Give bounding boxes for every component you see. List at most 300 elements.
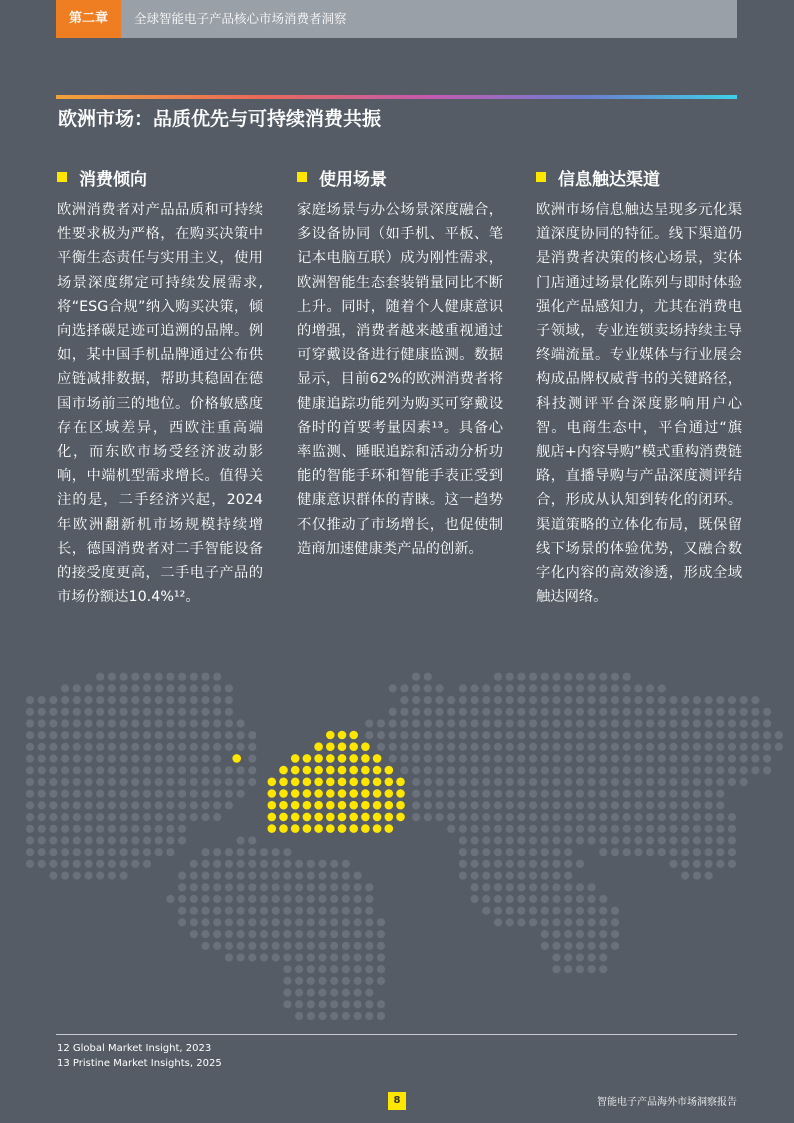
map-dot [740, 743, 748, 751]
map-dot [681, 778, 689, 786]
map-dot [307, 872, 315, 880]
map-dot [564, 930, 572, 938]
map-dot [155, 731, 163, 739]
map-dot [155, 825, 163, 833]
map-dot [494, 790, 502, 798]
map-dot [506, 801, 514, 809]
map-dot [447, 778, 455, 786]
map-dot [412, 813, 420, 821]
map-dot [342, 965, 350, 973]
map-dot [459, 825, 467, 833]
map-dot [482, 696, 490, 704]
map-dot [599, 836, 607, 844]
map-dot [693, 755, 701, 763]
map-dot-highlight [373, 813, 382, 822]
map-dot [623, 743, 631, 751]
map-dot-highlight [232, 754, 241, 763]
map-dot [295, 860, 303, 868]
map-dot-highlight [326, 824, 335, 833]
map-dot [529, 755, 537, 763]
map-dot [541, 825, 549, 833]
map-dot [728, 719, 736, 727]
map-dot [73, 825, 81, 833]
map-dot [541, 836, 549, 844]
map-dot [576, 708, 584, 716]
map-dot [576, 813, 584, 821]
map-dot [201, 883, 209, 891]
map-dot [576, 684, 584, 692]
map-dot [61, 872, 69, 880]
map-dot [564, 825, 572, 833]
map-dot [728, 708, 736, 716]
footnote-divider [56, 1034, 737, 1035]
map-dot [190, 684, 198, 692]
map-dot [716, 743, 724, 751]
map-dot [681, 696, 689, 704]
map-dot [190, 860, 198, 868]
map-dot [49, 790, 57, 798]
map-dot [377, 743, 385, 751]
map-dot [623, 766, 631, 774]
map-dot [283, 965, 291, 973]
map-dot [38, 860, 46, 868]
map-dot [96, 673, 104, 681]
map-dot [365, 1012, 373, 1020]
map-dot [389, 755, 397, 763]
map-dot [260, 883, 268, 891]
map-dot [424, 731, 432, 739]
map-dot [693, 708, 701, 716]
map-dot [482, 895, 490, 903]
map-dot-highlight [396, 789, 405, 798]
map-dot [178, 731, 186, 739]
map-dot-highlight [396, 813, 405, 822]
map-dot [237, 766, 245, 774]
map-dot [295, 930, 303, 938]
map-dot-highlight [279, 789, 288, 798]
map-dot [108, 684, 116, 692]
map-dot [307, 953, 315, 961]
map-dot [272, 918, 280, 926]
map-dot [365, 918, 373, 926]
map-dot [669, 813, 677, 821]
map-dot [412, 673, 420, 681]
map-dot-highlight [385, 801, 394, 810]
map-dot [775, 743, 783, 751]
map-dot [588, 895, 596, 903]
map-dot [84, 836, 92, 844]
map-dot [295, 965, 303, 973]
map-dot [354, 883, 362, 891]
map-dot [166, 673, 174, 681]
map-dot [389, 684, 397, 692]
map-dot [658, 743, 666, 751]
map-dot [330, 895, 338, 903]
map-dot [658, 719, 666, 727]
map-dot [529, 848, 537, 856]
map-dot [190, 778, 198, 786]
map-dot [248, 942, 256, 950]
map-dot [26, 696, 34, 704]
map-dot [517, 813, 525, 821]
map-dot [108, 825, 116, 833]
map-dot [541, 942, 549, 950]
map-dot [365, 965, 373, 973]
column-heading-label: 消费倾向 [79, 169, 147, 190]
map-dot [576, 918, 584, 926]
map-dot [295, 918, 303, 926]
map-dot [564, 696, 572, 704]
map-dot [599, 848, 607, 856]
map-dot [131, 673, 139, 681]
map-dot [494, 836, 502, 844]
map-dot-highlight [326, 742, 335, 751]
map-dot [237, 872, 245, 880]
map-dot [283, 942, 291, 950]
map-dot [354, 977, 362, 985]
column-body: 欧洲市场信息触达呈现多元化渠道深度协同的特征。线下渠道仍是消费者决策的核心场景，实体门店通过场景化陈列与即时体验强化产品感知力，尤其在消费电子领域，专业连锁卖场持续主导终端流量。专业媒体与行业展会构成品牌权威背书的关键路径，科技测评平台深度影响用户心智。电商生态中，平台通过“旗舰店+内容导购”模式重构消费链路，直播导购与产品深度测评结合，形成从认知到转化的闭环。渠道策略的立体化布局，既保留线下场景的体验优势，又融合数字化内容的高效渗透，形成全域触达网络。 [536, 202, 742, 606]
map-dot [751, 766, 759, 774]
map-dot [669, 801, 677, 809]
map-dot [213, 907, 221, 915]
map-dot-highlight [385, 766, 394, 775]
map-dot [623, 790, 631, 798]
map-dot [728, 778, 736, 786]
map-dot [506, 766, 514, 774]
map-dot [669, 778, 677, 786]
map-dot [272, 883, 280, 891]
map-dot [131, 719, 139, 727]
map-dot [84, 872, 92, 880]
map-dot [751, 719, 759, 727]
map-dot [693, 825, 701, 833]
map-dot [763, 755, 771, 763]
map-dot [517, 743, 525, 751]
map-dot [471, 825, 479, 833]
map-dot [552, 696, 560, 704]
map-dot [529, 883, 537, 891]
map-dot [576, 942, 584, 950]
map-dot [131, 708, 139, 716]
map-dot [155, 708, 163, 716]
map-dot [611, 801, 619, 809]
map-dot [143, 836, 151, 844]
map-dot [646, 836, 654, 844]
map-dot [354, 1000, 362, 1008]
map-dot [447, 755, 455, 763]
map-dot [552, 778, 560, 786]
map-dot [599, 930, 607, 938]
map-dot [435, 684, 443, 692]
map-dot-highlight [303, 824, 312, 833]
map-dot [26, 743, 34, 751]
map-dot [716, 825, 724, 833]
map-dot [728, 755, 736, 763]
map-dot [272, 953, 280, 961]
map-dot [201, 813, 209, 821]
map-dot [506, 895, 514, 903]
map-dot [131, 836, 139, 844]
map-dot [365, 942, 373, 950]
map-dot [143, 778, 151, 786]
map-dot [482, 766, 490, 774]
map-dot [96, 708, 104, 716]
map-dot [599, 755, 607, 763]
map-dot [190, 719, 198, 727]
map-dot [84, 860, 92, 868]
map-dot [541, 872, 549, 880]
map-dot [272, 907, 280, 915]
map-dot [541, 848, 549, 856]
map-dot [611, 755, 619, 763]
map-dot [342, 907, 350, 915]
map-dot [178, 801, 186, 809]
map-dot [728, 860, 736, 868]
map-dot [400, 684, 408, 692]
map-dot [435, 696, 443, 704]
map-dot [482, 708, 490, 716]
map-dot [213, 790, 221, 798]
map-dot [459, 790, 467, 798]
map-dot [143, 708, 151, 716]
map-dot [564, 836, 572, 844]
map-dot [552, 731, 560, 739]
map-dot [73, 696, 81, 704]
map-dot [365, 719, 373, 727]
map-dot [482, 813, 490, 821]
map-dot [330, 1012, 338, 1020]
map-dot [120, 719, 128, 727]
map-dot [611, 918, 619, 926]
map-dot [482, 778, 490, 786]
map-dot-highlight [268, 813, 277, 822]
map-dot [728, 696, 736, 704]
map-dot [599, 684, 607, 692]
map-dot-highlight [326, 813, 335, 822]
footnotes [57, 1041, 222, 1071]
map-dot [225, 684, 233, 692]
map-dot [96, 719, 104, 727]
map-dot [166, 836, 174, 844]
map-dot [84, 848, 92, 856]
map-dot [330, 930, 338, 938]
map-dot [225, 778, 233, 786]
map-dot [307, 1000, 315, 1008]
map-dot [564, 907, 572, 915]
map-dot [681, 790, 689, 798]
map-dot [166, 719, 174, 727]
map-dot [646, 790, 654, 798]
map-dot [482, 860, 490, 868]
map-dot [564, 953, 572, 961]
map-dot [482, 684, 490, 692]
map-dot [506, 755, 514, 763]
map-dot [26, 731, 34, 739]
map-dot [658, 825, 666, 833]
map-dot [295, 895, 303, 903]
map-dot [623, 813, 631, 821]
map-dot [576, 907, 584, 915]
map-dot [471, 731, 479, 739]
map-dot [237, 930, 245, 938]
map-dot [143, 755, 151, 763]
map-dot [681, 719, 689, 727]
map-dot [73, 719, 81, 727]
map-dot [190, 895, 198, 903]
map-dot [529, 790, 537, 798]
map-dot [49, 848, 57, 856]
map-dot [471, 696, 479, 704]
map-dot [248, 883, 256, 891]
map-dot [705, 743, 713, 751]
map-dot [541, 918, 549, 926]
map-dot [201, 907, 209, 915]
map-dot [318, 883, 326, 891]
map-dot [131, 813, 139, 821]
map-dot [318, 965, 326, 973]
map-dot [178, 766, 186, 774]
map-dot [576, 836, 584, 844]
map-dot [693, 801, 701, 809]
map-dot [541, 673, 549, 681]
map-dot [611, 696, 619, 704]
map-dot [49, 719, 57, 727]
map-dot [377, 918, 385, 926]
map-dot [740, 755, 748, 763]
map-dot [307, 918, 315, 926]
map-dot [506, 778, 514, 786]
map-dot [611, 719, 619, 727]
map-dot [599, 696, 607, 704]
map-dot [447, 743, 455, 751]
map-dot [517, 790, 525, 798]
map-dot [342, 860, 350, 868]
map-dot [517, 755, 525, 763]
map-dot [669, 860, 677, 868]
map-dot [459, 836, 467, 844]
map-dot [61, 790, 69, 798]
map-dot [248, 895, 256, 903]
map-dot [740, 708, 748, 716]
map-dot [73, 743, 81, 751]
map-dot [237, 907, 245, 915]
map-dot [506, 696, 514, 704]
map-dot [26, 719, 34, 727]
map-dot [260, 848, 268, 856]
map-dot [693, 813, 701, 821]
map-dot [740, 766, 748, 774]
map-dot [424, 813, 432, 821]
map-dot-highlight [314, 742, 323, 751]
map-dot-highlight [268, 801, 277, 810]
map-dot [248, 953, 256, 961]
map-dot [611, 907, 619, 915]
map-dot [342, 895, 350, 903]
map-dot [49, 825, 57, 833]
map-dot [330, 872, 338, 880]
map-dot [728, 848, 736, 856]
map-dot [541, 696, 549, 704]
map-dot [307, 1012, 315, 1020]
map-dot [190, 801, 198, 809]
map-dot [634, 743, 642, 751]
map-dot [564, 731, 572, 739]
map-dot [576, 743, 584, 751]
map-dot [412, 778, 420, 786]
map-dot [716, 696, 724, 704]
map-dot [459, 731, 467, 739]
map-dot [435, 743, 443, 751]
map-dot [354, 907, 362, 915]
map-dot [155, 848, 163, 856]
map-dot [716, 778, 724, 786]
map-dot [529, 684, 537, 692]
map-dot [155, 790, 163, 798]
map-dot-highlight [361, 778, 370, 787]
map-dot [120, 766, 128, 774]
map-dot [588, 743, 596, 751]
map-dot-highlight [385, 778, 394, 787]
map-dot [658, 766, 666, 774]
map-dot-highlight [361, 813, 370, 822]
map-dot [190, 907, 198, 915]
map-dot-highlight [361, 801, 370, 810]
map-dot [400, 755, 408, 763]
map-dot [552, 719, 560, 727]
map-dot [342, 942, 350, 950]
column-body: 欧洲消费者对产品品质和可持续性要求极为严格，在购买决策中平衡生态责任与实用主义，使用场景深度绑定可持续发展需求,将“ESG合规”纳入购买决策，倾向选择碳足迹可追溯的品牌。例如，某中国手机品牌通过公布供应链减排数据，帮助其稳固在德国市场前三的地位。价格敏感度存在区域差异，西欧注重高端化，而东欧市场受经济波动影响，中端机型需求增长。值得关注的是，二手经济兴起，2024年欧洲翻新机市场规模持续增长，德国消费者对二手智能设备的接受度更高，二手电子产品的市场份额达10.4%¹²。 [57, 202, 263, 606]
map-dot [131, 801, 139, 809]
map-dot [693, 848, 701, 856]
map-dot [669, 790, 677, 798]
map-dot [248, 778, 256, 786]
map-dot [412, 696, 420, 704]
map-dot-highlight [303, 789, 312, 798]
map-dot-highlight [385, 789, 394, 798]
map-dot [529, 743, 537, 751]
map-dot [237, 895, 245, 903]
map-dot [213, 813, 221, 821]
map-dot [669, 825, 677, 833]
map-dot [318, 942, 326, 950]
map-dot [295, 942, 303, 950]
map-dot [166, 825, 174, 833]
map-dot [646, 778, 654, 786]
map-dot [295, 1000, 303, 1008]
map-dot [552, 918, 560, 926]
map-dot-highlight [291, 824, 300, 833]
map-dot [26, 755, 34, 763]
map-dot [131, 684, 139, 692]
map-dot [260, 907, 268, 915]
map-dot [283, 977, 291, 985]
map-dot [541, 883, 549, 891]
map-dot [471, 848, 479, 856]
map-dot [634, 755, 642, 763]
map-dot [307, 942, 315, 950]
map-dot [108, 801, 116, 809]
map-dot [73, 872, 81, 880]
map-dot [459, 766, 467, 774]
map-dot [506, 848, 514, 856]
map-dot [599, 942, 607, 950]
map-dot [108, 708, 116, 716]
map-dot [424, 696, 432, 704]
map-dot [751, 743, 759, 751]
map-dot-highlight [361, 824, 370, 833]
map-dot [588, 801, 596, 809]
map-dot [471, 790, 479, 798]
